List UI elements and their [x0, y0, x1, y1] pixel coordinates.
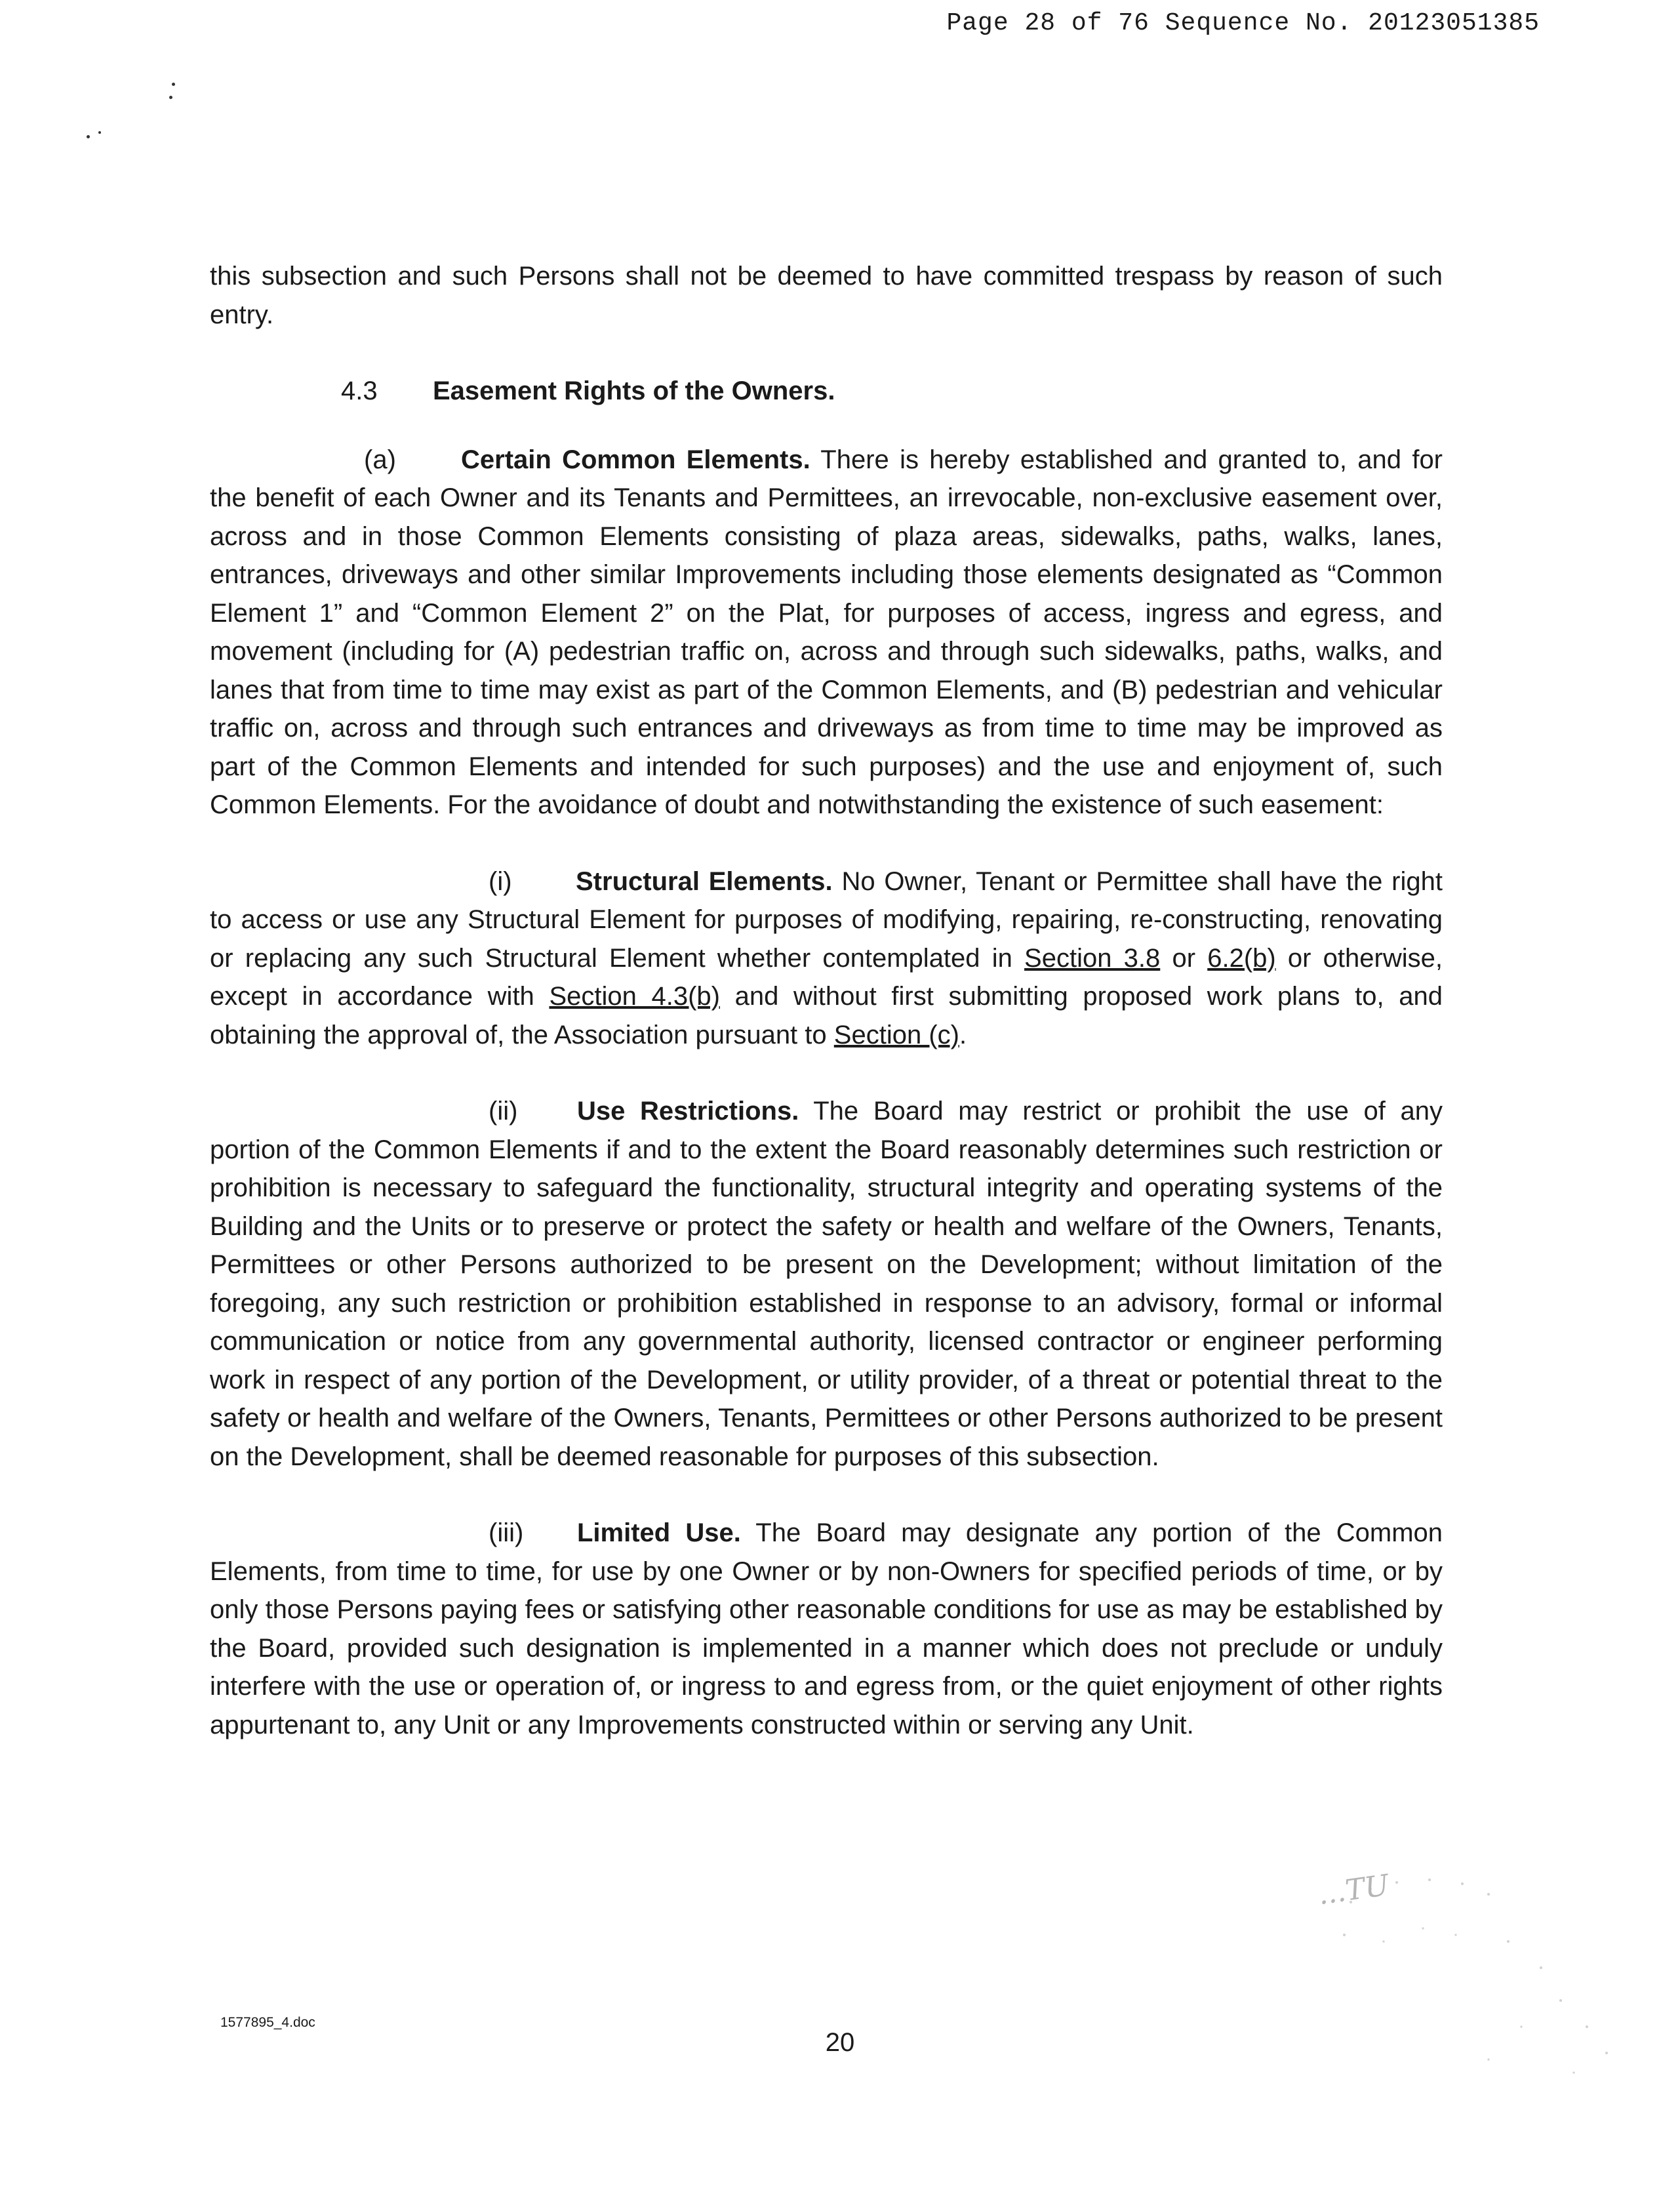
scan-speck — [169, 96, 172, 99]
subsection-a-heading: Certain Common Elements. — [461, 445, 810, 474]
page-number: 20 — [825, 2028, 855, 2057]
scan-speck — [172, 83, 175, 86]
scan-speck — [87, 135, 90, 138]
scan-speck — [98, 131, 101, 134]
section-4-3b-link[interactable]: Section 4.3(b) — [549, 982, 720, 1011]
section-c-link[interactable]: Section (c) — [833, 1020, 959, 1049]
clause-iii-heading: Limited Use. — [577, 1518, 741, 1547]
clause-i-text: No Owner, Tenant or Permittee shall have the right to access or use any Structural Element for purposes of modifying, repairing, re-constructing, renovating or replacing any such Structural Element whether contemplated in — [210, 866, 1443, 973]
clause-ii — [210, 1092, 1443, 1476]
clause-i-text: . — [959, 1020, 967, 1049]
continuation-paragraph: this subsection and such Persons shall not be deemed to have committed trespass by reason of such entry. — [210, 262, 1443, 329]
page-sequence-header: Page 28 of 76 Sequence No. 20123051385 — [946, 9, 1540, 37]
clause-iii-label: (iii) — [489, 1518, 524, 1547]
clause-i-text: or otherwise, except in accordance with — [210, 943, 1443, 1011]
document-body — [210, 257, 1443, 1782]
footer-file-name: 1577895_4.doc — [220, 2015, 315, 2030]
clause-i-text: and without first submitting proposed work plans to, and obtaining the approval of, the Association pursuant to — [210, 982, 1443, 1049]
section-heading — [210, 372, 1443, 411]
section-number: 4.3 — [341, 376, 378, 405]
clause-i-text: or — [1172, 943, 1196, 973]
faded-stamp-text: ...TU — [1315, 1868, 1391, 1912]
clause-i-heading: Structural Elements. — [576, 866, 833, 896]
clause-i — [210, 863, 1443, 1055]
subsection-a-label: (a) — [364, 445, 396, 474]
clause-ii-heading: Use Restrictions. — [577, 1097, 799, 1126]
clause-iii — [210, 1514, 1443, 1744]
clause-i-label: (i) — [489, 866, 512, 896]
subsection-a-text: There is hereby established and granted to, and for the benefit of each Owner and its Tenants and Permittees, an irrevocable, non-exclusive easement over, across and in those Common Elements consisting of plaza areas, sidewalks, paths, walks, lanes, entrances, driveways and other similar Improvements including those elements designated as “Common Element 1” and “Common Element 2” on the Plat, for purposes of access, ingress and egress, and movement (including for (A) pedestrian traffic on, across and through such sidewalks, paths, walks, and lanes that from time to time may exist as part of the Common Elements, and (B) pedestrian and vehicular traffic on, across and through such entrances and driveways as from time to time may be improved as part of the Common Elements and intended for such purposes) and the use and enjoyment of, such Common Elements. For the avoidance of doubt and notwithstanding the existence of such easement: — [210, 445, 1443, 819]
clause-iii-text: The Board may designate any portion of the Common Elements, from time to time, for use by one Owner or by non-Owners for specified periods of time, or by only those Persons paying fees or satisfying other reasonable conditions for use as may be established by the Board, provided such designation is implemented in a manner which does not preclude or unduly interfere with the use or operation of, or ingress to and egress from, or the quiet enjoyment of other rights appurtenant to, any Unit or any Improvements constructed within or serving any Unit. — [210, 1518, 1443, 1739]
section-title: Easement Rights of the Owners. — [433, 376, 835, 405]
section-3-8-link[interactable]: Section 3.8 — [1024, 943, 1161, 973]
clause-ii-text: The Board may restrict or prohibit the use of any portion of the Common Elements if and to the extent the Board reasonably determines such restriction or prohibition is necessary to safeguard the functionality, structural integrity and operating systems of the Building and the Units or to preserve or protect the safety or health and welfare of the Owners, Tenants, Permittees or other Persons authorized to be present on the Development; without limitation of the foregoing, any such restriction or prohibition established in response to an advisory, formal or informal communication or notice from any governmental authority, licensed contractor or engineer performing work in respect of any portion of the Development, or utility provider, of a threat or potential threat to the safety or health and welfare of the Owners, Tenants, Permittees or other Persons authorized to be present on the Development, shall be deemed reasonable for purposes of this subsection. — [210, 1097, 1443, 1471]
section-6-2b-link[interactable]: 6.2(b) — [1207, 943, 1276, 973]
clause-ii-label: (ii) — [489, 1097, 518, 1126]
subsection-a — [210, 441, 1443, 824]
